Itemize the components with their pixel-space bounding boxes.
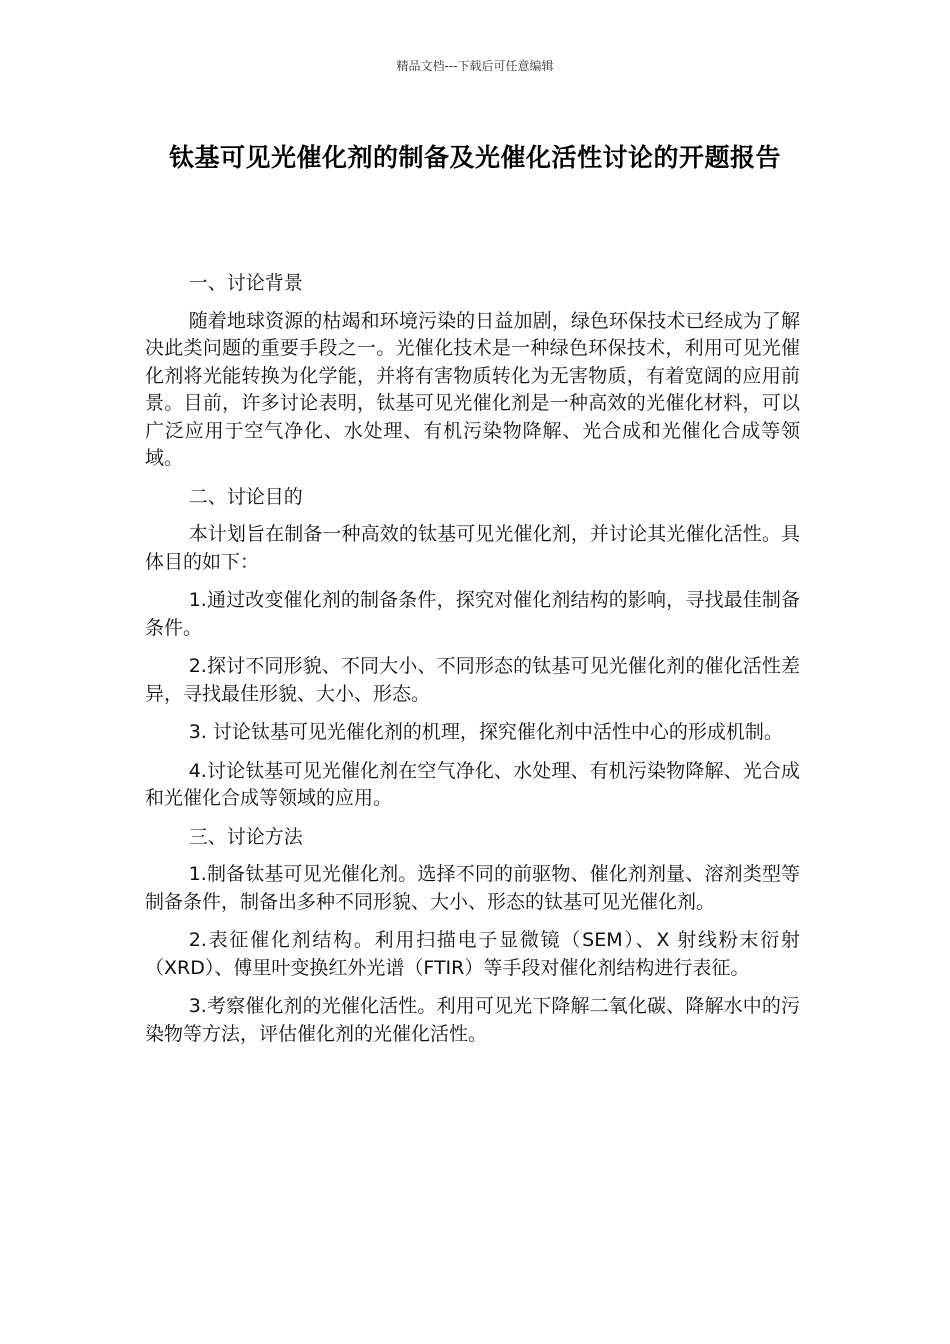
purpose-item-1: 1.通过改变催化剂的制备条件，探究对催化剂结构的影响，寻找最佳制备条件。 [145, 589, 800, 639]
purpose-item-2: 2.探讨不同形貌、不同大小、不同形态的钛基可见光催化剂的催化活性差异，寻找最佳形貌、大小、形态。 [145, 655, 800, 705]
purpose-item-3: 3. 讨论钛基可见光催化剂的机理，探究催化剂中活性中心的形成机制。 [188, 721, 783, 743]
purpose-intro-paragraph: 本计划旨在制备一种高效的钛基可见光催化剂，并讨论其光催化活性。具体目的如下： [145, 523, 800, 573]
page-header-note: 精品文档---下载后可任意编辑 [396, 59, 554, 73]
section-heading-purpose: 二、讨论目的 [188, 485, 303, 508]
methods-item-2: 2.表征催化剂结构。利用扫描电子显微镜（SEM）、X 射线粉末衍射（XRD）、傅里叶变换红外光谱（FTIR）等手段对催化剂结构进行表征。 [145, 929, 800, 979]
methods-item-3: 3.考察催化剂的光催化活性。利用可见光下降解二氧化碳、降解水中的污染物等方法，评估催化剂的光催化活性。 [145, 995, 800, 1045]
section-heading-methods: 三、讨论方法 [188, 825, 303, 848]
document-title: 钛基可见光催化剂的制备及光催化活性讨论的开题报告 [168, 143, 781, 172]
background-paragraph: 随着地球资源的枯竭和环境污染的日益加剧，绿色环保技术已经成为了解决此类问题的重要手段之一。光催化技术是一种绿色环保技术，利用可见光催化剂将光能转换为化学能，并将有害物质转化为无害物质，有着宽阔的应用前景。目前，许多讨论表明，钛基可见光催化剂是一种高效的光催化材料，可以广泛应用于空气净化、水处理、有机污染物降解、光合成和光催化合成等领域。 [145, 309, 800, 469]
purpose-item-4: 4.讨论钛基可见光催化剂在空气净化、水处理、有机污染物降解、光合成和光催化合成等领域的应用。 [145, 759, 800, 809]
section-heading-background: 一、讨论背景 [188, 272, 303, 294]
methods-item-1: 1.制备钛基可见光催化剂。选择不同的前驱物、催化剂剂量、溶剂类型等制备条件，制备出多种不同形貌、大小、形态的钛基可见光催化剂。 [145, 863, 800, 913]
document-body [145, 270, 800, 1059]
